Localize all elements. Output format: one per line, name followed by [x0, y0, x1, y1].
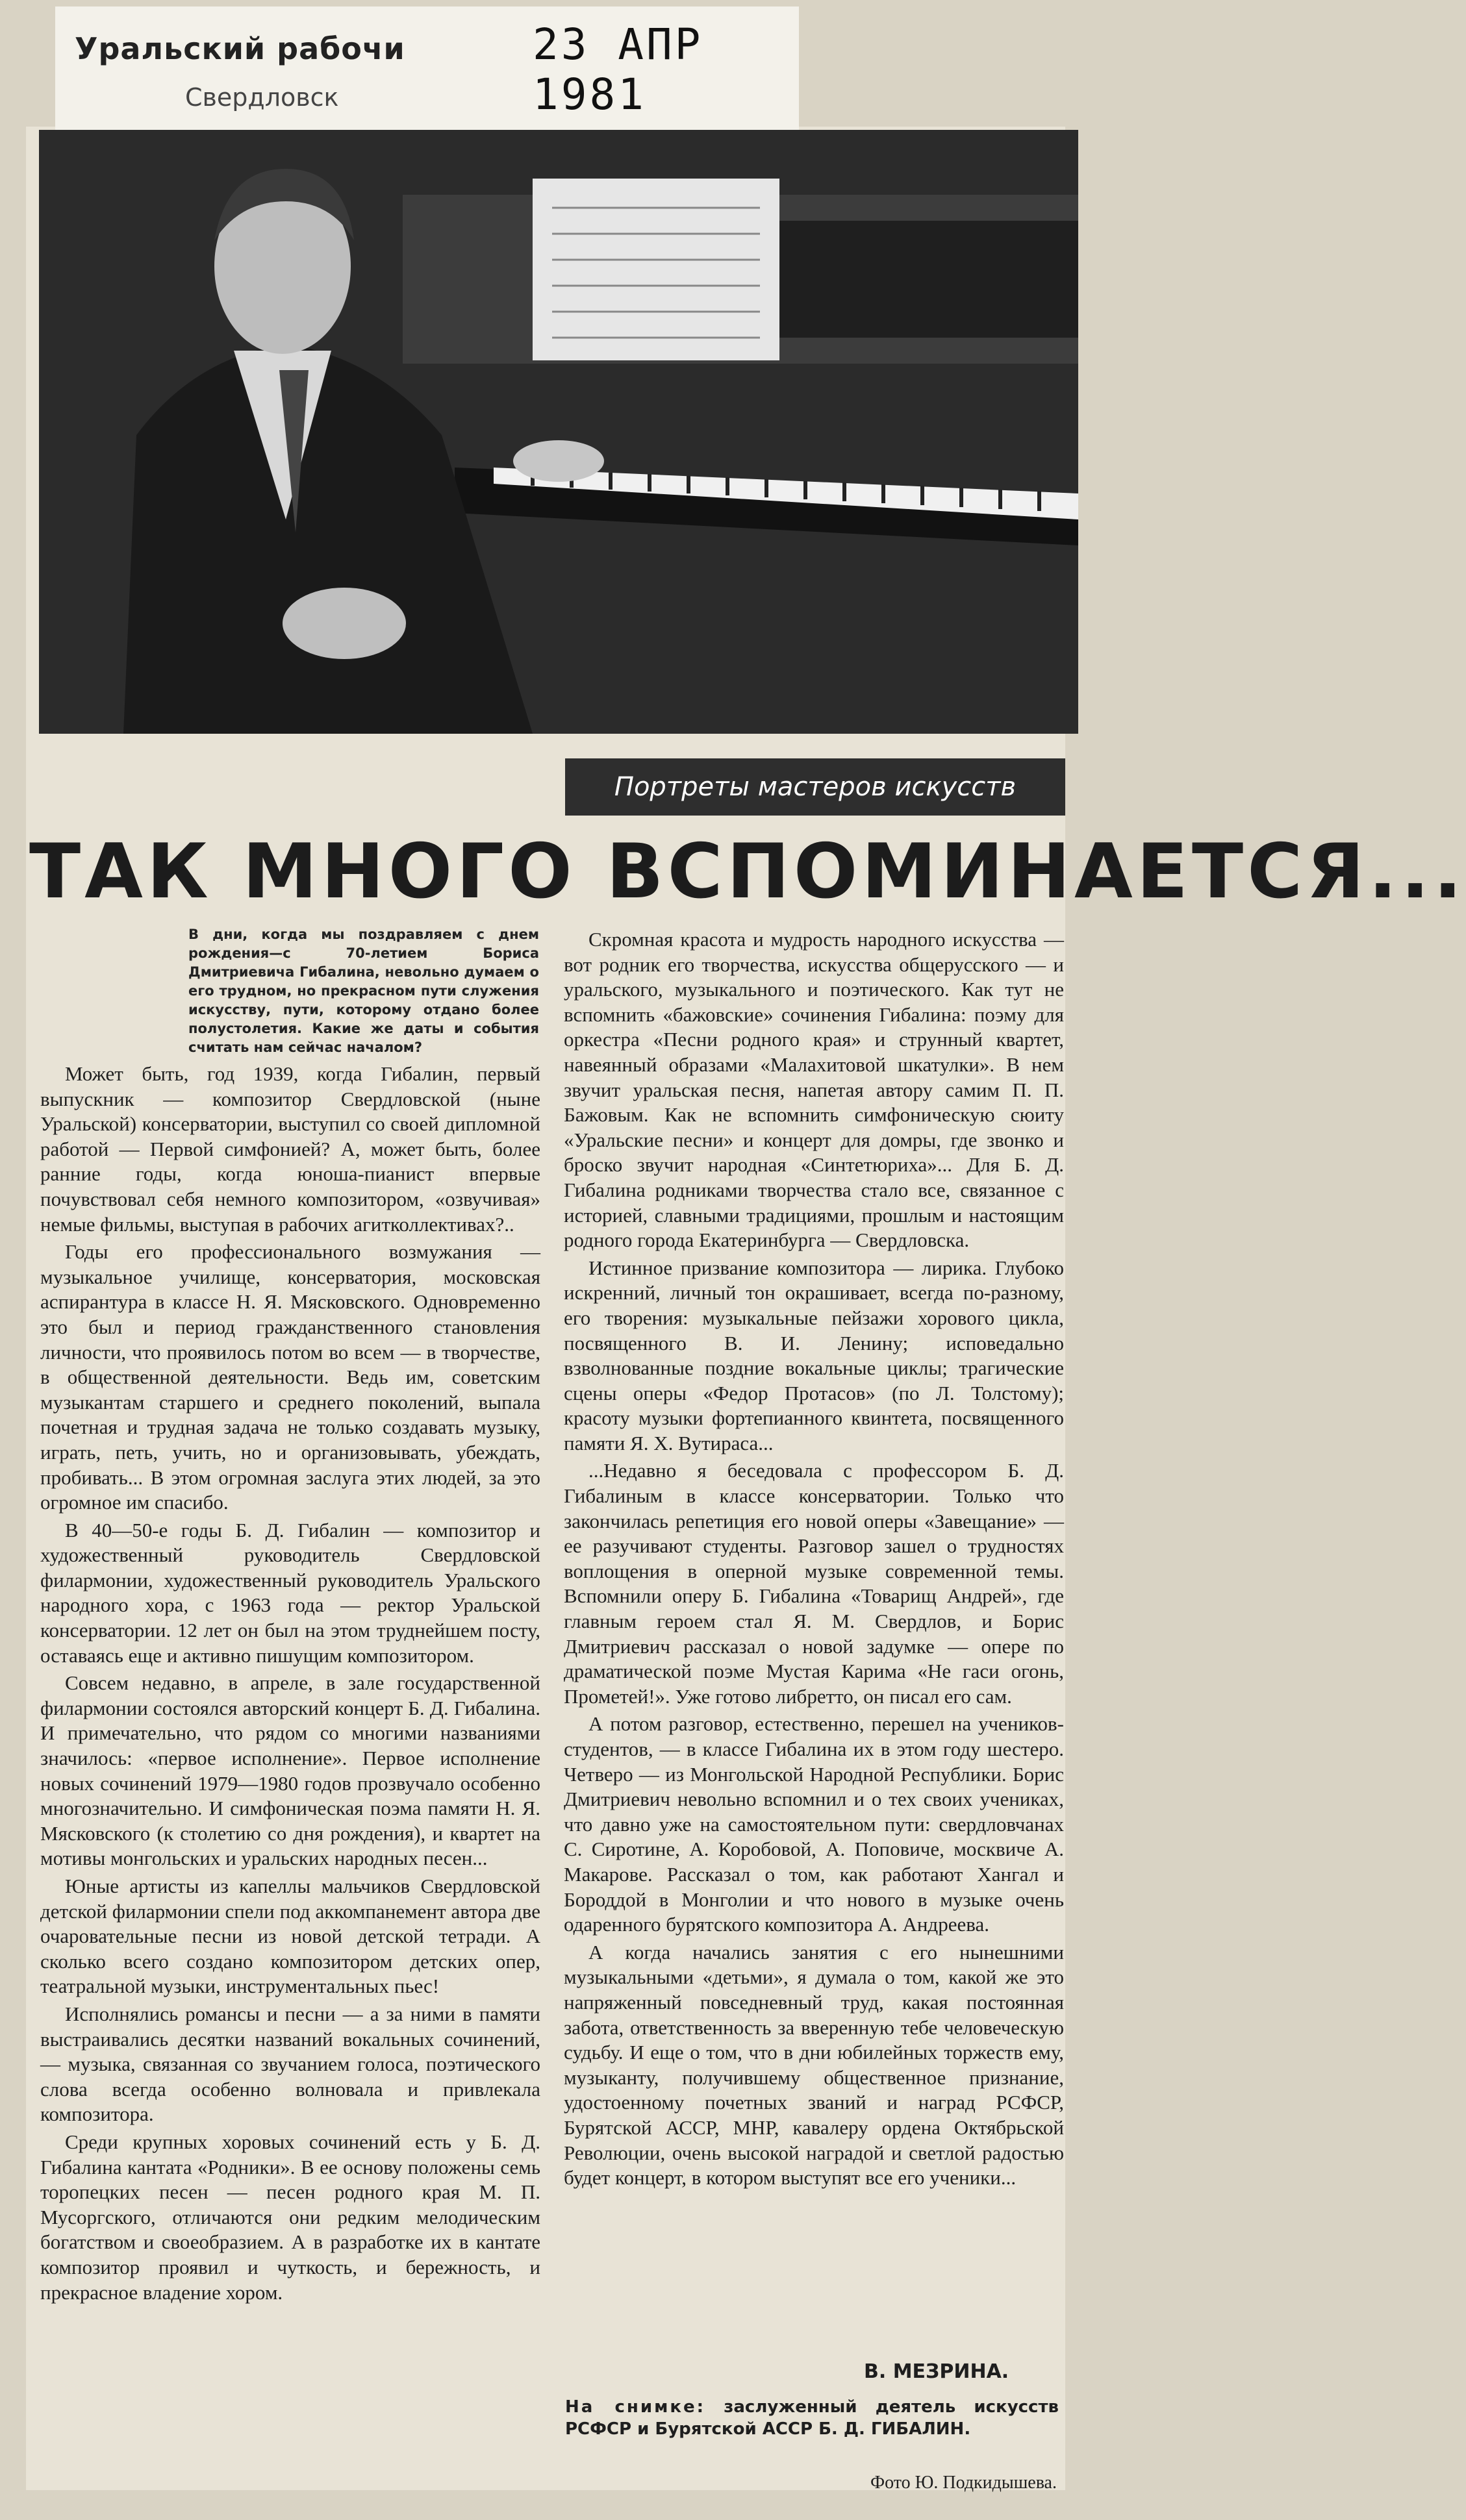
paragraph: Истинное призвание композитора — лирика. Глубоко искренний, личный тон окрашивает, всегда по-разному, его творения: музыкальные пейзажи хорового цикла, посвященного В. И. Ленину; исповедально взволнованные поздние вокальные циклы; трагические сцены оперы «Федор Протасов» (по Л. Толстому); красоту музыки фортепианного квинтета, посвященного памяти Я. Х. Вутираса...: [564, 1256, 1064, 1454]
paragraph: В 40—50-е годы Б. Д. Гибалин — композитор и художественный руководитель Свердловской филармонии, художественный руководитель Уральского народного хора, с 1963 года — ректор Уральской консерватории. 12 лет он был на этом труднейшем посту, оставаясь еще и активно пишущим композитором.: [40, 1518, 540, 1667]
paragraph: Юные артисты из капеллы мальчиков Свердловской детской филармонии спели под аккомпанемент автора две очаровательные песни из новой детской тетради. А сколько всего создано композитором детских опер, театральной музыки, инструментальных пьес!: [40, 1875, 540, 1998]
paragraph: А когда начались занятия с его нынешними музыкальными «детьми», я думала о том, какой же это напряженный повседневный труд, какая постоянная забота, ответственность за вверенную тебе человеческую судьбу. И еще о том, что в дни юбилейных торжеств ему, музыканту, получившему общественное признание, удостоенному почетных званий и наград РСФСР, Бурятской АССР, МНР, кавалеру ордена Октябрьской Революции, очень высокой наградой и светлой радостью будет концерт, в котором выступят все его ученики...: [564, 1940, 1064, 2189]
paragraph: Совсем недавно, в апреле, в зале государственной филармонии состоялся авторский концерт Б. Д. Гибалина. И примечательно, что рядом со многими названиями значилось: «первое исполнение». Первое исполнение новых сочинений 1979—1980 годов прозвучало особенно многозначительно. И симфоническая поэма памяти Н. Я. Мясковского (к столетию со дня рождения), и квартет на мотивы монгольских и уральских народных песен...: [40, 1671, 540, 1870]
right-column: [564, 927, 1064, 2193]
photo-illustration: [39, 130, 1078, 734]
paragraph: Скромная красота и мудрость народного искусства — вот родник его творчества, искусства общерусского — и уральского, музыкального и поэтического. Как тут не вспомнить «бажовские» сочинения Гибалина: поэму для оркестра «Песни родного края» и струнный квартет, навеянный образами «Малахитовой шкатулки». В нем звучит уральская песня, напетая автору самим П. П. Бажовым. Как не вспомнить симфоническую сюиту «Уральские песни» и концерт для домры, где звонко и броско звучит народная «Синтетюриха»... Для Б. Д. Гибалина родниками творчества стало все, связанное с историей, славными традициями, прошлым и настоящим родного города Екатеринбурга — Свердловска.: [564, 928, 1064, 1252]
article-lead: В дни, когда мы поздравляем с днем рождения—с 70-летием Бориса Дмитриевича Гибалина, невольно думаем о его трудном, но прекрасном пути служения искусству, пути, которому отдано более полустолетия. Какие же даты и события считать нам сейчас началом?: [188, 927, 539, 1055]
left-column: [40, 1062, 540, 2308]
paragraph: А потом разговор, естественно, перешел на учеников-студентов, — в классе Гибалина их в этом году шестеро. Четверо — из Монгольской Народной Республики. Борис Дмитриевич невольно вспомнил и о тех своих учениках, что давно уже на самостоятельном пути: свердловчанах С. Сиротине, А. Коробовой, А. Поповиче, москвиче А. Макарове. Рассказал о том, как работают Хангал и Бороддой в Монголии и что нового в музыке очень одаренного бурятского композитора А. Андреева.: [564, 1712, 1064, 1936]
paragraph: ...Недавно я беседовала с профессором Б. Д. Гибалиным в классе консерватории. Только что закончилась репетиция его новой оперы «Завещание» — ее разучивают студенты. Разговор зашел о трудностях воплощения в оперной музыке современной темы. Вспомнили оперу Б. Гибалина «Товарищ Андрей», где главным героем стал Я. М. Свердлов, и Борис Дмитриевич рассказал о новой задумке — опере по драматической поэме Мустая Карима «Не гаси огонь, Прометей!». Уже готово либретто, он писал его сам.: [564, 1459, 1064, 1708]
paragraph: Может быть, год 1939, когда Гибалин, первый выпускник — композитор Свердловской (ныне Уральской) консерватории, выступил со своей дипломной работой — Первой симфонией? А, может быть, более ранние годы, когда юноша-пианист впервые почувствовал себя немного композитором, «озвучивая» немые фильмы, выступая в рабочих агитколлективах?..: [40, 1062, 540, 1236]
paragraph: Годы его профессионального возмужания — музыкальное училище, консерватория, московская аспирантура в классе Н. Я. Мясковского. Одновременно это был и период гражданственного становления личности, что проявилось потом во всем — в творчестве, в общественной деятельности. Ведь им, советским музыкантам старшего и среднего поколений, выпала почетная и трудная задача не только создавать музыку, играть, петь, учить, но и организовывать, убеждать, пробивать... В этом огромная заслуга этих людей, за это огромное им спасибо.: [40, 1240, 540, 1514]
rubric-banner: Портреты мастеров искусств: [565, 758, 1065, 816]
date-stamp: 23 АПР 1981: [533, 19, 703, 119]
photo-credit: Фото Ю. Подкидышева.: [870, 2473, 1057, 2493]
caption-text: заслуженный деятель искусств РСФСР и Бурятской АССР Б. Д. ГИБАЛИН.: [565, 2397, 1059, 2439]
portrait-photo: [39, 130, 1078, 734]
paragraph: Среди крупных хоровых сочинений есть у Б. Д. Гибалина кантата «Родники». В ее основу положены семь торопецких песен — песен родного края М. П. Мусоргского, отличаются они редким мелодическим богатством и своеобразием. А в разработке их в кантате композитор проявил и чуткость, и бережность, и прекрасное владение хором.: [40, 2130, 540, 2304]
newspaper-name: Уральский рабочи: [75, 31, 405, 66]
author-signature: В. МЕЗРИНА.: [864, 2360, 1009, 2383]
caption-label: На снимке:: [565, 2397, 706, 2417]
newspaper-city: Свердловск: [185, 83, 339, 112]
newspaper-stamp: [55, 6, 799, 130]
photo-caption: [565, 2396, 1059, 2440]
paragraph: Исполнялись романсы и песни — а за ними в памяти выстраивались десятки названий вокальных сочинений, — музыка, связанная со звучанием голоса, поэтического слова всегда особенно волновала и привлекала композитора.: [40, 2002, 540, 2126]
article-headline: ТАК МНОГО ВСПОМИНАЕТСЯ...: [29, 828, 1466, 916]
